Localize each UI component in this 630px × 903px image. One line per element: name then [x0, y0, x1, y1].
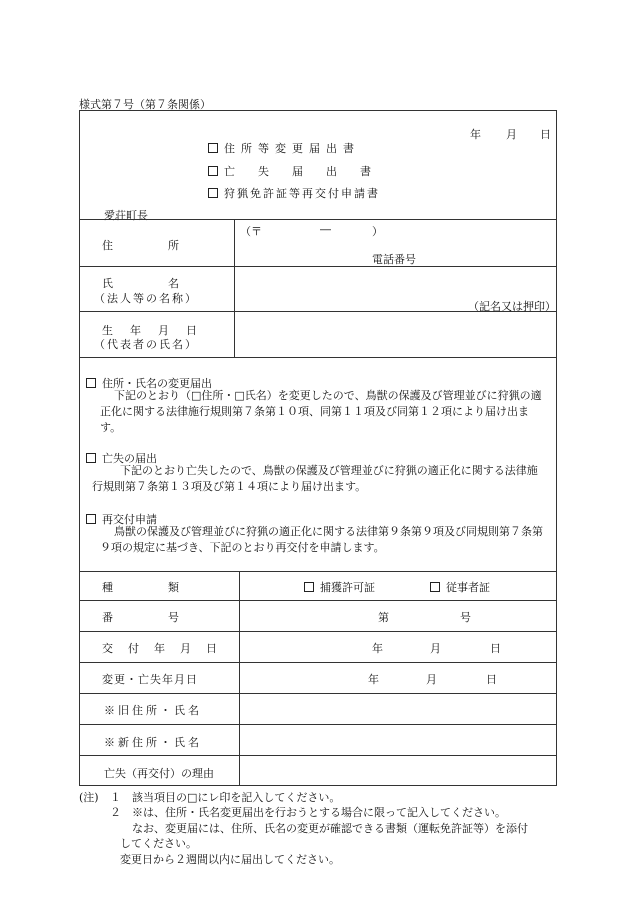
- issue-date-label: 交 付 年 月 日: [102, 642, 219, 655]
- change-day: 日: [486, 673, 497, 686]
- divider: [79, 600, 557, 601]
- postal-dash: ―: [320, 223, 331, 236]
- section-reissue-title[interactable]: 再交付申請: [86, 511, 157, 527]
- kind-opt-worker[interactable]: 従事者証: [430, 579, 490, 595]
- checkbox-icon[interactable]: [208, 143, 218, 153]
- kind-opt-permit[interactable]: 捕獲許可証: [304, 579, 375, 595]
- checkbox-icon[interactable]: [304, 582, 314, 592]
- doc-type-reissue[interactable]: 狩猟免許証等再交付申請書: [208, 185, 380, 201]
- name-sub: （法人等の名称）: [94, 292, 198, 305]
- name-label: 氏 名: [102, 277, 179, 290]
- divider: [79, 631, 557, 632]
- header-day: 日: [540, 128, 551, 141]
- divider: [79, 219, 557, 220]
- section-change-title[interactable]: 住所・氏名の変更届出: [86, 375, 212, 391]
- postal-open: （〒: [240, 225, 262, 238]
- section-loss-body: 下記のとおり亡失したので、鳥獣の保護及び管理並びに狩猟の適正化に関する法律施行規則第７条第１３項及び第１４項により届け出ます。: [92, 464, 538, 493]
- phone-label: 電話番号: [372, 253, 416, 266]
- old-address-label: ※旧住所・氏名: [104, 704, 202, 717]
- postal-close: ）: [372, 225, 383, 238]
- birth-label: 生 年 月 日: [102, 324, 200, 337]
- divider: [79, 755, 557, 756]
- checkbox-icon[interactable]: [86, 453, 96, 463]
- note2a: ※は、住所・氏名変更届出を行おうとする場合に限って記入してください。: [132, 806, 506, 819]
- birth-sub: （代表者の氏名）: [94, 338, 198, 351]
- change-month: 月: [426, 673, 437, 686]
- note2b: なお、変更届には、住所、氏名の変更が確認できる書類（運転免許証等）を添付: [132, 822, 528, 835]
- seal-note: （記名又は押印）: [468, 300, 556, 313]
- header-year: 年: [470, 128, 481, 141]
- number-dai: 第: [378, 611, 389, 624]
- note2-num: ２: [110, 806, 121, 819]
- notes-prefix: (注): [79, 791, 99, 804]
- note1-num: １: [110, 791, 121, 804]
- note1: 該当項目の□にレ印を記入してください。: [132, 791, 341, 804]
- section-change-body: 下記のとおり（□住所・□氏名）を変更したので、鳥獣の保護及び管理並びに狩猟の適正化に関する法律施行規則第７条第１０項、同第１１項及び同第１２項により届け出ます。: [100, 389, 542, 434]
- section-loss-title[interactable]: 亡失の届出: [86, 450, 157, 466]
- divider: [239, 571, 240, 786]
- issue-month: 月: [430, 642, 441, 655]
- doc-type-change[interactable]: 住所等変更届出書: [208, 140, 360, 156]
- divider: [234, 219, 235, 357]
- section-reissue-body: 鳥獣の保護及び管理並びに狩猟の適正化に関する法律第９条第９項及び同規則第７条第９項の規定に基づき、下記のとおり再交付を申請します。: [100, 525, 543, 554]
- divider: [79, 693, 557, 694]
- divider: [79, 266, 557, 267]
- checkbox-icon[interactable]: [86, 514, 96, 524]
- checkbox-icon[interactable]: [208, 188, 218, 198]
- note2c: してください。: [120, 837, 197, 850]
- addressee: 愛荘町長: [104, 209, 148, 222]
- doc-type-loss[interactable]: 亡 失 届 出 書: [208, 163, 377, 179]
- number-go: 号: [460, 611, 471, 624]
- change-date-label: 変更・亡失年月日: [102, 673, 198, 686]
- checkbox-icon[interactable]: [208, 166, 218, 176]
- header-month: 月: [506, 128, 517, 141]
- checkbox-icon[interactable]: [430, 582, 440, 592]
- divider: [79, 662, 557, 663]
- form-label: 様式第７号（第７条関係）: [79, 98, 211, 111]
- checkbox-icon[interactable]: [86, 378, 96, 388]
- reason-label: 亡失（再交付）の理由: [104, 767, 214, 780]
- address-label: 住 所: [102, 239, 179, 252]
- issue-day: 日: [490, 642, 501, 655]
- note2d: 変更日から２週間以内に届出してください。: [120, 853, 340, 866]
- kind-label: 種 類: [102, 581, 179, 594]
- divider: [79, 724, 557, 725]
- divider: [79, 571, 557, 572]
- change-year: 年: [368, 673, 379, 686]
- issue-year: 年: [372, 642, 383, 655]
- new-address-label: ※新住所・氏名: [104, 736, 202, 749]
- divider: [79, 357, 557, 358]
- number-label: 番 号: [102, 611, 179, 624]
